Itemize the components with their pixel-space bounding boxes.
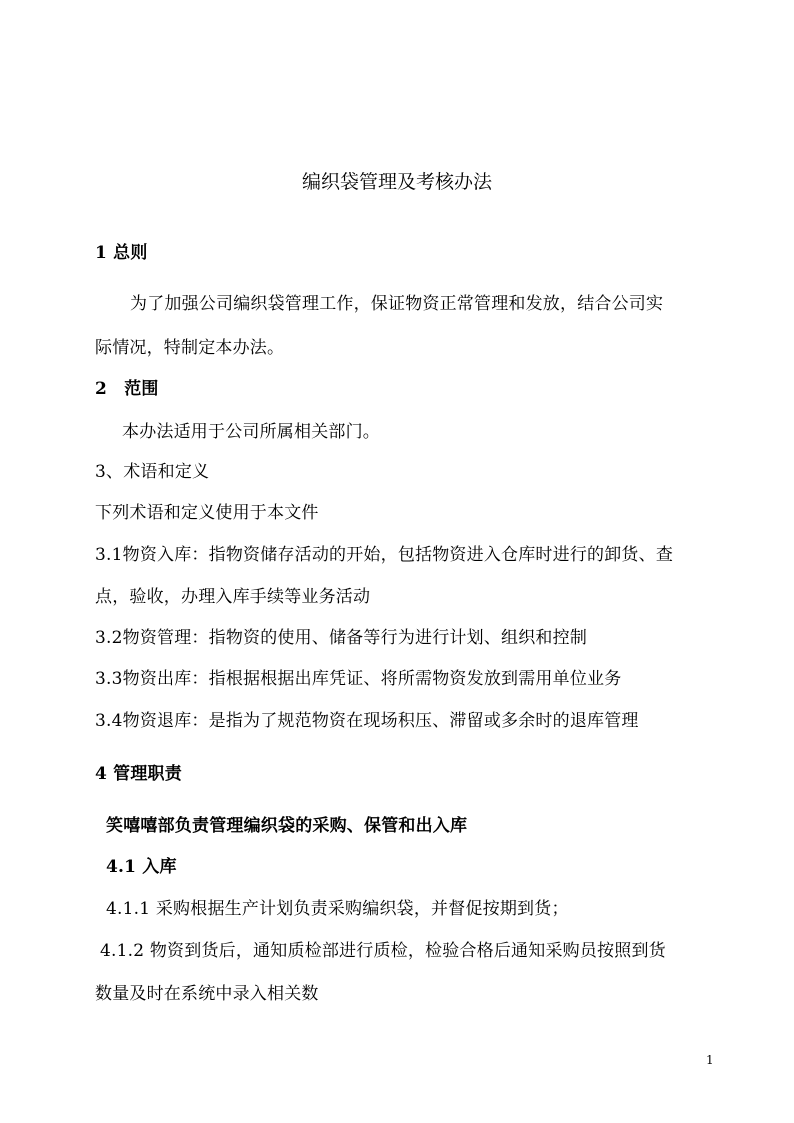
section-3-heading: 3、术语和定义 <box>95 462 210 482</box>
definition-3-1-line-1: 3.1物资入库：指物资储存活动的开始，包括物资进入仓库时进行的卸货、查 <box>95 545 674 565</box>
document-title: 编织袋管理及考核办法 <box>301 171 492 193</box>
page-number: 1 <box>706 1053 714 1067</box>
section-2-paragraph: 本办法适用于公司所属相关部门。 <box>122 422 380 442</box>
section-1-heading: 1 总则 <box>95 243 148 263</box>
section-1-paragraph-line-2: 际情况，特制定本办法。 <box>95 338 285 358</box>
definition-3-2: 3.2物资管理：指物资的使用、储备等行为进行计划、组织和控制 <box>95 628 588 648</box>
definition-3-3: 3.3物资出库：指根据根据出库凭证、将所需物资发放到需用单位业务 <box>95 669 622 689</box>
item-4-1-2-line-1: 4.1.2 物资到货后，通知质检部进行质检，检验合格后通知采购员按照到货 <box>100 941 666 961</box>
section-4-heading: 4 管理职责 <box>95 764 182 784</box>
section-2-heading: 2 范围 <box>95 379 159 399</box>
item-4-1-2-line-2: 数量及时在系统中录入相关数 <box>95 984 319 1004</box>
item-4-1-1: 4.1.1 采购根据生产计划负责采购编织袋，并督促按期到货； <box>106 899 569 919</box>
definition-3-4: 3.4物资退库：是指为了规范物资在现场积压、滞留或多余时的退库管理 <box>95 711 639 731</box>
section-4-department-line: 笑嘻嘻部负责管理编织袋的采购、保管和出入库 <box>106 816 468 836</box>
section-4-1-heading: 4.1 入库 <box>106 857 177 877</box>
definition-3-1-line-2: 点，验收，办理入库手续等业务活动 <box>95 587 371 607</box>
section-3-intro: 下列术语和定义使用于本文件 <box>95 503 319 523</box>
section-1-paragraph-line-1: 为了加强公司编织袋管理工作，保证物资正常管理和发放，结合公司实 <box>130 294 664 314</box>
